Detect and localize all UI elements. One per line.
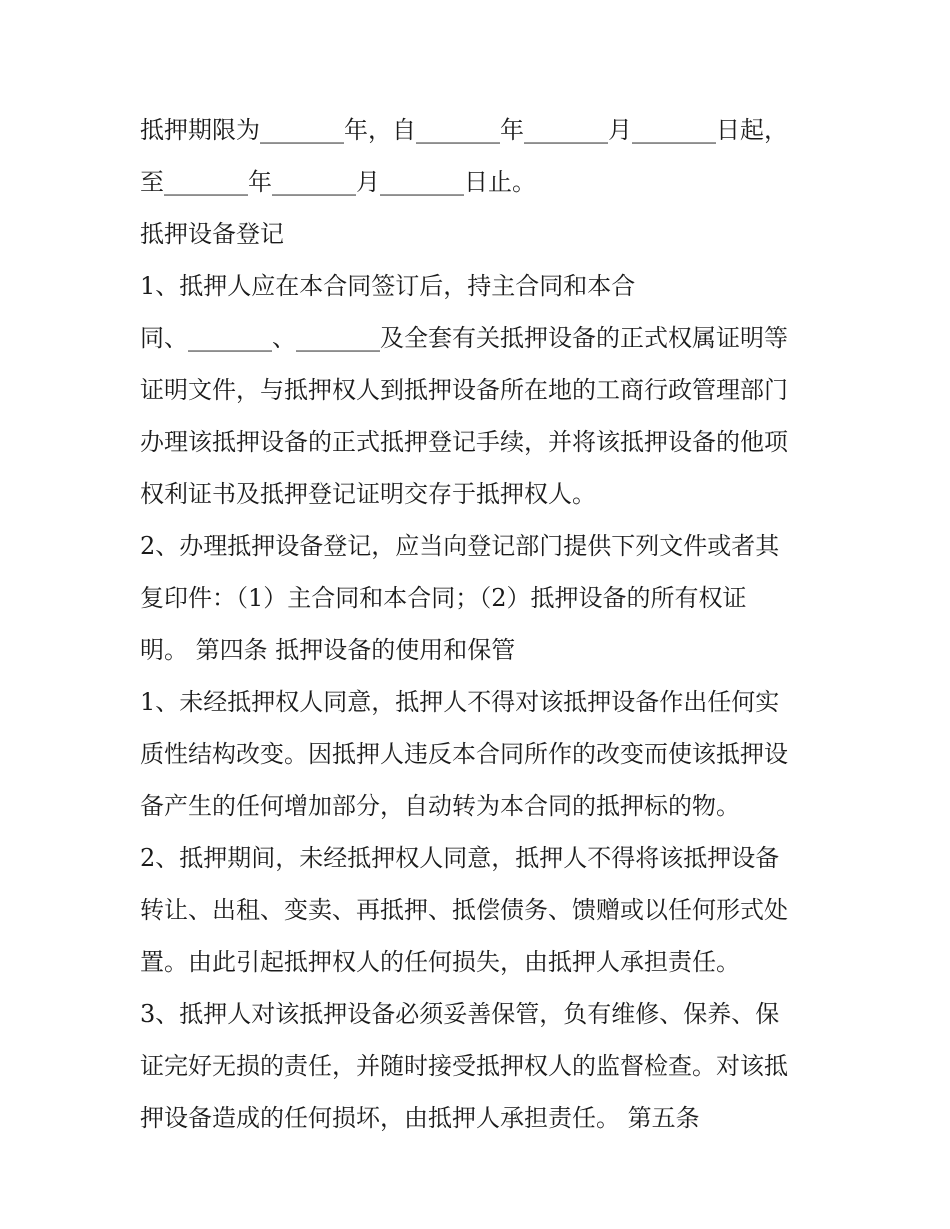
text-line: 备产生的任何增加部分，自动转为本合同的抵押标的物。: [140, 792, 740, 820]
text-line: 至_______年_______月_______日止。: [140, 168, 536, 196]
text-line: 押设备造成的任何损坏，由抵押人承担责任。 第五条: [140, 1104, 700, 1132]
text-line: 转让、出租、变卖、再抵押、抵偿债务、馈赠或以任何形式处: [140, 896, 788, 924]
text-line: 置。由此引起抵押权人的任何损失，由抵押人承担责任。: [140, 948, 740, 976]
text-line: 证完好无损的责任，并随时接受抵押权人的监督检查。对该抵: [140, 1052, 788, 1080]
section-heading: 抵押设备登记: [140, 220, 284, 248]
text-line: 3、抵押人对该抵押设备必须妥善保管，负有维修、保养、保: [140, 1000, 780, 1028]
text-line: 权利证书及抵押登记证明交存于抵押权人。: [140, 480, 596, 508]
text-line: 2、办理抵押设备登记，应当向登记部门提供下列文件或者其: [140, 532, 780, 560]
text-line: 1、抵押人应在本合同签订后，持主合同和本合: [140, 272, 636, 300]
text-line: 质性结构改变。因抵押人违反本合同所作的改变而使该抵押设: [140, 740, 788, 768]
text-line: 同、_______、_______及全套有关抵押设备的正式权属证明等: [140, 324, 788, 352]
text-line: 办理该抵押设备的正式抵押登记手续，并将该抵押设备的他项: [140, 428, 788, 456]
text-line: 明。 第四条 抵押设备的使用和保管: [140, 636, 516, 664]
document-body: [140, 104, 820, 1144]
text-line: 2、抵押期间，未经抵押权人同意，抵押人不得将该抵押设备: [140, 844, 780, 872]
text-line: 抵押期限为_______年，自_______年_______月_______日起，: [140, 116, 788, 144]
text-line: 1、未经抵押权人同意，抵押人不得对该抵押设备作出任何实: [140, 688, 780, 716]
text-line: 复印件：（1）主合同和本合同；（2）抵押设备的所有权证: [140, 584, 747, 612]
text-line: 证明文件，与抵押权人到抵押设备所在地的工商行政管理部门: [140, 376, 788, 404]
